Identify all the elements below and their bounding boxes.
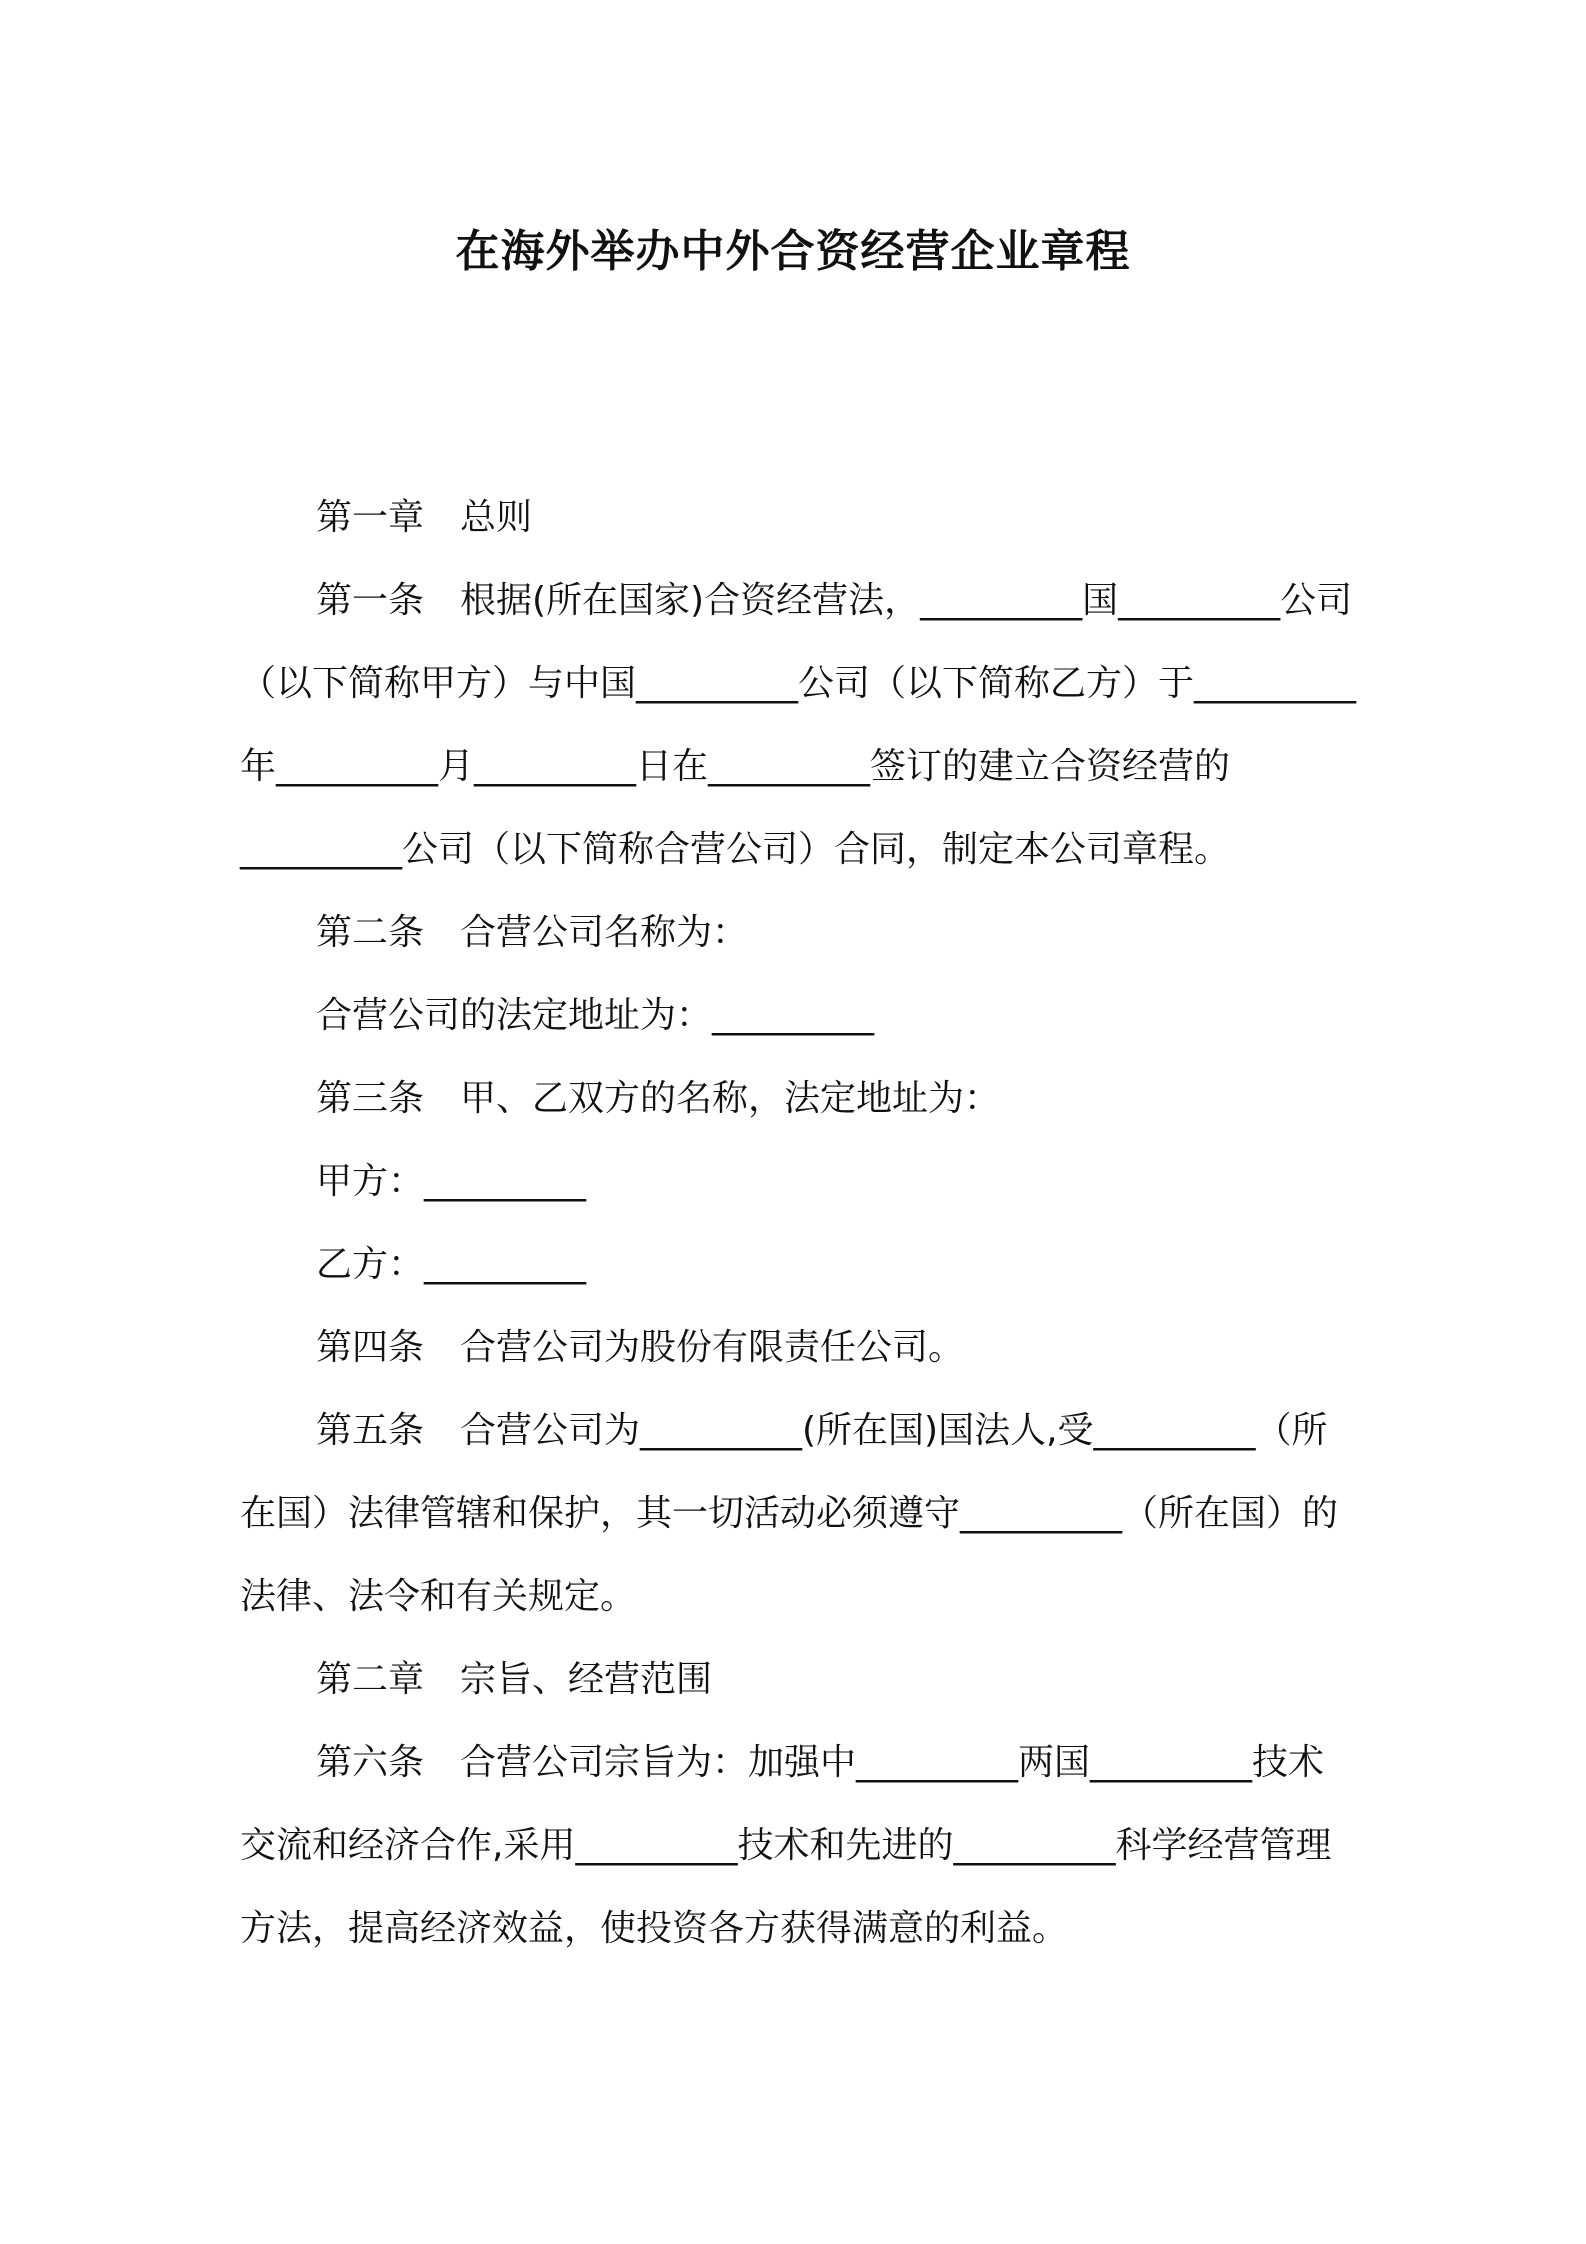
article-1: 第一条 根据(所在国家)合资经营法，_________国_________公司（以下简称甲方）与中国_________公司（以下简称乙方）于_________年_________月_________日在_________签订的建立合资经营的_________公司（以下简称合营公司）合同，制定本公司章程。 (240, 580, 1357, 870)
document-body (240, 476, 1358, 1970)
article-5: 第五条 合营公司为_________(所在国)国法人,受_________（所在国）法律管辖和保护，其一切活动必须遵守_________（所在国）的法律、法令和有关规定。 (240, 1410, 1339, 1617)
article-2: 第二条 合营公司名称为： (316, 912, 749, 953)
chapter-2-heading: 第二章 宗旨、经营范围 (316, 1659, 713, 1700)
party-a-line: 甲方：_________ (316, 1161, 587, 1202)
chapter-1-heading: 第一章 总则 (316, 497, 533, 538)
party-b-line: 乙方：_________ (316, 1244, 587, 1285)
legal-address-line: 合营公司的法定地址为：_________ (316, 995, 875, 1036)
article-6: 第六条 合营公司宗旨为：加强中_________两国_________技术交流和经济合作,采用_________技术和先进的_________科学经营管理方法，提高经济效益，使投资各方获得满意的利益。 (240, 1742, 1332, 1949)
article-3: 第三条 甲、乙双方的名称，法定地址为： (316, 1078, 1001, 1119)
document-title: 在海外举办中外合资经营企业章程 (455, 226, 1131, 277)
article-4: 第四条 合营公司为股份有限责任公司。 (316, 1327, 965, 1368)
